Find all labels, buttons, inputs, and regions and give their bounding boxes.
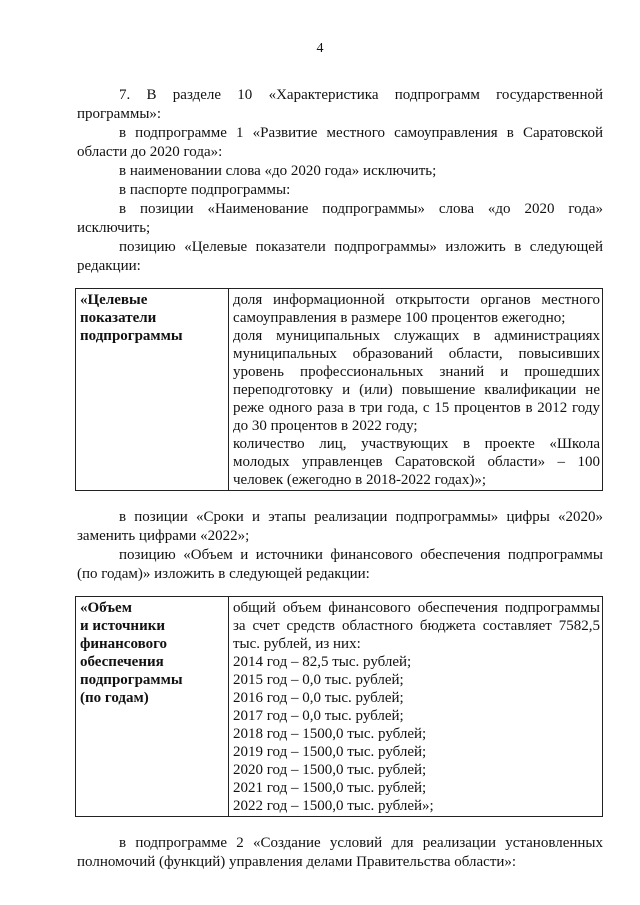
target-indicators-table xyxy=(75,288,603,491)
paragraph-subprogram-2: в подпрограмме 2 «Создание условий для реализации установленных полномочий (функций) управления делами Правительства области»: xyxy=(77,835,603,870)
table-row xyxy=(76,289,603,491)
table-label-line: показатели xyxy=(80,310,157,326)
funding-year-item: 2020 год – 1500,0 тыс. рублей; xyxy=(233,762,427,778)
table-label-line: (по годам) xyxy=(80,690,149,706)
table-label-cell xyxy=(76,597,229,817)
table-label-line: «Целевые xyxy=(80,292,148,308)
paragraph-passport: в паспорте подпрограммы: xyxy=(119,182,291,198)
indicator-item: доля муниципальных служащих в администрациях муниципальных образований области, повысивших уровень профессиональных знаний и прошедших переподготовку и (или) повышение квалификации не реже одного раза в три года, с 15 процентов в 2012 году до 30 процентов в 2022 году; xyxy=(233,328,600,434)
table-label-line: «Объем xyxy=(80,600,132,616)
funding-year-item: 2016 год – 0,0 тыс. рублей; xyxy=(233,690,404,706)
table-label-line: финансового xyxy=(80,636,168,652)
paragraph-name-change: в наименовании слова «до 2020 года» исключить; xyxy=(119,163,437,179)
document-body xyxy=(77,86,603,872)
paragraph-subprogram-1: в подпрограмме 1 «Развитие местного самоуправления в Саратовской области до 2020 года»: xyxy=(77,125,603,160)
funding-year-item: 2018 год – 1500,0 тыс. рублей; xyxy=(233,726,427,742)
paragraph-terms-stages: в позиции «Сроки и этапы реализации подпрограммы» цифры «2020» заменить цифрами «2022»; xyxy=(77,509,603,544)
table-value-cell xyxy=(229,597,603,817)
paragraph-position-name: в позиции «Наименование подпрограммы» слова «до 2020 года» исключить; xyxy=(77,201,603,236)
funding-year-item: 2022 год – 1500,0 тыс. рублей»; xyxy=(233,798,434,814)
table-row xyxy=(76,597,603,817)
funding-year-item: 2019 год – 1500,0 тыс. рублей; xyxy=(233,744,427,760)
funding-year-item: 2015 год – 0,0 тыс. рублей; xyxy=(233,672,404,688)
table-value-cell xyxy=(229,289,603,491)
table-label-cell xyxy=(76,289,229,491)
table-label-line: подпрограммы xyxy=(80,328,183,344)
table-label-line: и источники xyxy=(80,618,166,634)
paragraph-target-indicators: позицию «Целевые показатели подпрограммы» изложить в следующей редакции: xyxy=(77,239,603,274)
funding-year-item: 2021 год – 1500,0 тыс. рублей; xyxy=(233,780,427,796)
page-number: 4 xyxy=(316,41,324,56)
table-label-line: подпрограммы xyxy=(80,672,183,688)
paragraph-funding-volume: позицию «Объем и источники финансового обеспечения подпрограммы (по годам)» изложить в следующей редакции: xyxy=(77,547,603,582)
funding-total: общий объем финансового обеспечения подпрограммы за счет средств областного бюджета составляет 7582,5 тыс. рублей, из них: xyxy=(233,600,600,652)
paragraph-section-10: 7. В разделе 10 «Характеристика подпрограмм государственной программы»: xyxy=(77,87,603,122)
funding-table xyxy=(75,596,603,817)
indicator-item: количество лиц, участвующих в проекте «Школа молодых управленцев Саратовской области» – 100 человек (ежегодно в 2018-2022 годах)»; xyxy=(233,436,600,488)
table-label-line: обеспечения xyxy=(80,654,164,670)
funding-year-item: 2017 год – 0,0 тыс. рублей; xyxy=(233,708,404,724)
funding-year-item: 2014 год – 82,5 тыс. рублей; xyxy=(233,654,412,670)
indicator-item: доля информационной открытости органов местного самоуправления в размере 100 процентов ежегодно; xyxy=(233,292,600,326)
